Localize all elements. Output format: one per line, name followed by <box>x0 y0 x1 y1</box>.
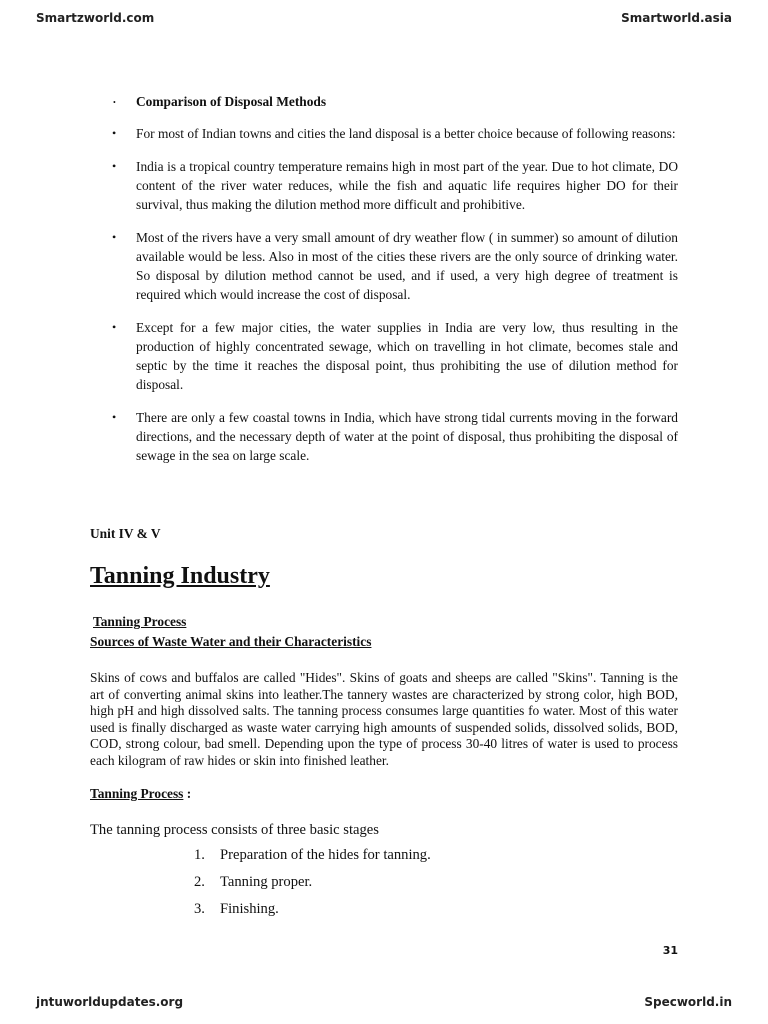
list-item <box>194 847 431 874</box>
body-paragraph: Skins of cows and buffalos are called "Hides". Skins of goats and sheeps are called "Skins". Tanning is the art of converting animal skins into leather.The tannery wastes are characterized by strong color, high BOD, high pH and high dissolved salts. The tanning process consumes large quantities fo water. Most of this water used is finally discharged as waste water carrying high amounts of suspended solids, dissolved solids, BOD, COD, strong colour, bad smell. Depending upon the type of process 30-40 litres of water is used to process each kilogram of raw hides or skin into finished leather. <box>90 670 678 768</box>
page-title: Tanning Industry <box>90 563 270 589</box>
unit-heading: Unit IV & V <box>90 526 161 541</box>
bullet-icon: • <box>112 159 117 173</box>
list-number: 3. <box>194 901 205 917</box>
stage-list <box>194 847 431 928</box>
bullet-icon: • <box>112 410 117 424</box>
bullet-item <box>110 124 678 143</box>
bullet-item <box>110 92 678 111</box>
bullet-text: For most of Indian towns and cities the land disposal is a better choice because of following reasons: <box>136 126 676 141</box>
bullet-text: Most of the rivers have a very small amount of dry weather flow ( in summer) so amount of dilution available would be less. Also in most of the cities these rivers are the only source of drinking water. So disposal by dilution method cannot be used, and if used, a very high degree of treatment is required which would increase the cost of disposal. <box>136 230 678 302</box>
subheading-tanning-process: Tanning Process <box>93 614 187 629</box>
bullet-text: There are only a few coastal towns in India, which have strong tidal currents moving in the forward directions, and the necessary depth of water at the point of disposal, thus prohibiting the disposal of sewage in the sea on large scale. <box>136 410 678 463</box>
bullet-text: Except for a few major cities, the water supplies in India are very low, thus resulting in the production of highly concentrated sewage, which on travelling in hot climate, becomes stale and septic by the time it reaches the disposal point, thus prohibiting the use of dilution method for disposal. <box>136 320 678 392</box>
list-number: 2. <box>194 874 205 890</box>
list-text: Preparation of the hides for tanning. <box>220 847 431 863</box>
process-heading <box>90 786 191 802</box>
process-heading-colon: : <box>183 786 192 801</box>
bullet-icon: • <box>112 126 117 140</box>
list-item <box>194 901 431 928</box>
process-heading-text: Tanning Process <box>90 786 184 801</box>
bullet-item <box>110 318 678 394</box>
bullet-item <box>110 157 678 214</box>
watermark-top-right: Smartworld.asia <box>621 11 732 25</box>
bullet-icon: • <box>113 98 116 107</box>
list-text: Finishing. <box>220 901 279 917</box>
subheading-waste-water-sources: Sources of Waste Water and their Characteristics <box>90 634 372 649</box>
bullet-item <box>110 228 678 304</box>
list-item <box>194 874 431 901</box>
watermark-bottom-right: Specworld.in <box>644 995 732 1009</box>
watermark-bottom-left: jntuworldupdates.org <box>36 995 184 1009</box>
disposal-bullet-list <box>110 92 678 465</box>
list-number: 1. <box>194 847 205 863</box>
bullet-text: India is a tropical country temperature remains high in most part of the year. Due to hot climate, DO content of the river water reduces, while the fish and aquatic life requires higher DO for their survival, thus making the dilution method more difficult and prohibitive. <box>136 159 678 212</box>
bullet-item <box>110 408 678 465</box>
bullet-icon: • <box>112 320 117 334</box>
page-number: 31 <box>662 944 678 957</box>
bullet-icon: • <box>112 230 117 244</box>
stages-intro: The tanning process consists of three basic stages <box>90 822 379 838</box>
list-text: Tanning proper. <box>220 874 313 890</box>
bullet-heading: Comparison of Disposal Methods <box>136 94 327 109</box>
watermark-top-left: Smartzworld.com <box>36 11 155 25</box>
